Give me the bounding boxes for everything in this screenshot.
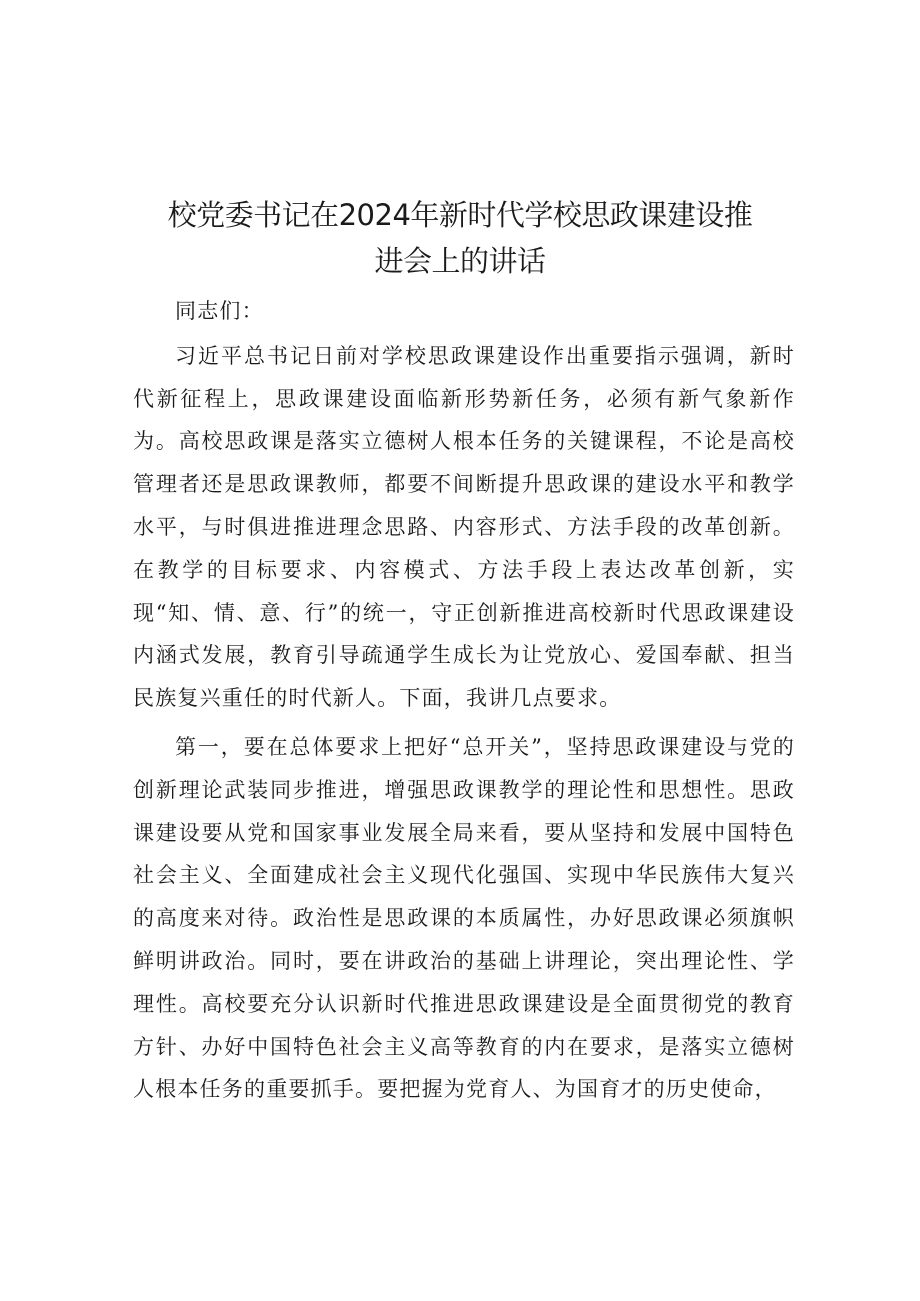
title-line-1: 校党委书记在2024年新时代学校思政课建设推 <box>167 198 753 232</box>
document-title <box>120 192 800 284</box>
salutation: 同志们： <box>175 299 264 323</box>
paragraph-1: 习近平总书记日前对学校思政课建设作出重要指示强调，新时代新征程上，思政课建设面临新形势新任务，必须有新气象新作为。高校思政课是落实立德树人根本任务的关键课程，不论是高校管理者还是思政课教师，都要不间断提升思政课的建设水平和教学水平，与时俱进推进理念思路、内容形式、方法手段的改革创新。在教学的目标要求、内容模式、方法手段上表达改革创新，实现“知、情、意、行”的统一，守正创新推进高校新时代思政课建设内涵式发展，教育引导疏通学生成长为让党放心、爱国奉献、担当民族复兴重任的时代新人。下面，我讲几点要求。 <box>133 343 795 711</box>
paragraph-2: 第一，要在总体要求上把好“总开关”，坚持思政课建设与党的创新理论武装同步推进，增强思政课教学的理论性和思想性。思政课建设要从党和国家事业发展全局来看，要从坚持和发展中国特色社会主义、全面建成社会主义现代化强国、实现中华民族伟大复兴的高度来对待。政治性是思政课的本质属性，办好思政课必须旗帜鲜明讲政治。同时，要在讲政治的基础上讲理论，突出理论性、学理性。高校要充分认识新时代推进思政课建设是全面贯彻党的教育方针、办好中国特色社会主义高等教育的内在要求，是落实立德树人根本任务的重要抓手。要把握为党育人、为国育才的历史使命， <box>133 734 795 1102</box>
document-body <box>133 290 795 1111</box>
title-line-2: 进会上的讲话 <box>374 244 546 278</box>
